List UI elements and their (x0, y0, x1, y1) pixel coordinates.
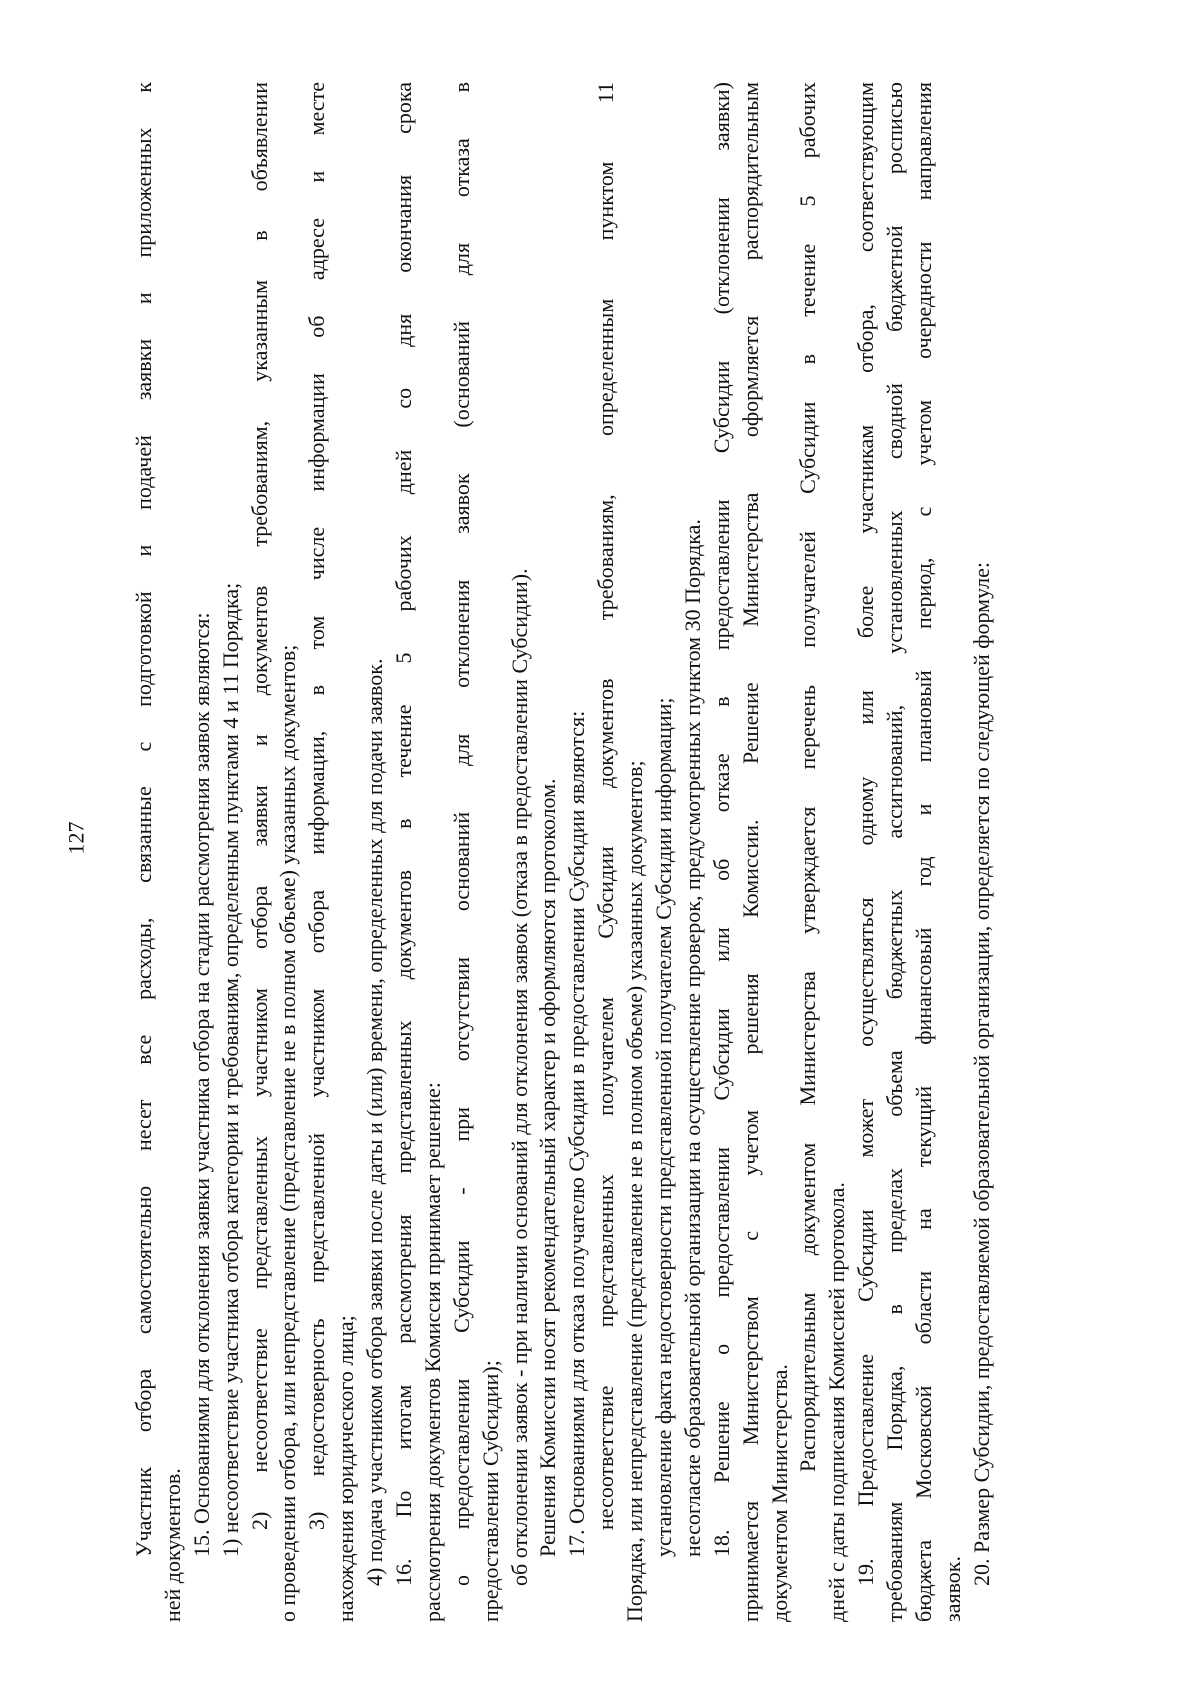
text-line: 19. Предоставление Субсидии может осуществляться одному или более участникам отбора, соответствующим (853, 82, 879, 1586)
text-line: о проведении отбора, или непредставление (представление не в полном объеме) указанных документов; (275, 644, 301, 1622)
text-line: 16. По итогам рассмотрения представленных документов в течение 5 рабочих дней со дня окончания срока (391, 82, 417, 1586)
text-line: заявок. (939, 1556, 965, 1622)
text-line: принимается Министерством с учетом решения Комиссии. Решение Министерства оформляется распорядительным (737, 82, 763, 1622)
text-line: требованиям Порядка, в пределах объема бюджетных ассигнований, установленных сводной бюджетной росписью (882, 82, 908, 1622)
text-line: установление факта недостоверности представленной получателем Субсидии информации; (651, 697, 677, 1557)
text-line: 20. Размер Субсидии, предоставляемой образовательной организации, определяется по следующей формуле: (968, 562, 994, 1586)
text-line: нахождения юридического лица; (333, 1315, 359, 1622)
text-line: 3) недостоверность представленной участником отбора информации, в том числе информации об адресе и месте (304, 82, 330, 1530)
document-body (130, 82, 1060, 1622)
text-line: предоставлении Субсидии); (477, 1360, 503, 1622)
text-line: 2) несоответствие представленных участником отбора заявки и документов требованиям, указанным в объявлении (246, 82, 272, 1530)
text-line: ней документов. (159, 1468, 185, 1622)
text-line: 18. Решение о предоставлении Субсидии или об отказе в предоставлении Субсидии (отклонении заявки) (708, 82, 734, 1557)
text-line: несогласие образовательной организации на осуществление проверок, предусмотренных пунктом 30 Порядка. (679, 519, 705, 1557)
text-line: Распорядительным документом Министерства утверждается перечень получателей Субсидии в течение 5 рабочих (795, 82, 821, 1472)
page-number: 127 (63, 821, 89, 855)
text-line: Решения Комиссии носят рекомендательный характер и оформляются протоколом. (535, 778, 561, 1557)
text-line: несоответствие представленных получателем Субсидии документов требованиям, определенным пунктом 11 (593, 82, 619, 1530)
text-line: Порядка, или непредставление (представление не в полном объеме) указанных документов; (622, 760, 648, 1622)
text-line: 4) подача участником отбора заявки после даты и (или) времени, определенных для подачи заявок. (362, 658, 388, 1586)
text-line: документом Министерства. (766, 1364, 792, 1622)
text-line: об отклонении заявок - при наличии оснований для отклонения заявок (отказа в предоставлении Субсидии). (506, 568, 532, 1586)
text-line: 1) несоответствие участника отбора категории и требованиям, определенным пунктами 4 и 11 Порядка; (217, 582, 243, 1557)
text-line: о предоставлении Субсидии - при отсутствии оснований для отклонения заявок (оснований для отказа в (448, 82, 474, 1586)
text-line: бюджета Московской области на текущий финансовый год и плановый период, с учетом очередности направления (911, 82, 937, 1622)
text-line: рассмотрения документов Комиссия принимает решение: (419, 1082, 445, 1622)
text-line: 17. Основаниями для отказа получателю Субсидии в предоставлении Субсидии являются: (564, 710, 590, 1557)
text-line: 15. Основаниями для отклонения заявки участника отбора на стадии рассмотрения заявок являются: (188, 612, 214, 1557)
text-line: Участник отбора самостоятельно несет все расходы, связанные с подготовкой и подачей заявки и приложенных к (131, 82, 156, 1557)
text-line: дней с даты подписания Комиссией протокола. (824, 1182, 850, 1622)
